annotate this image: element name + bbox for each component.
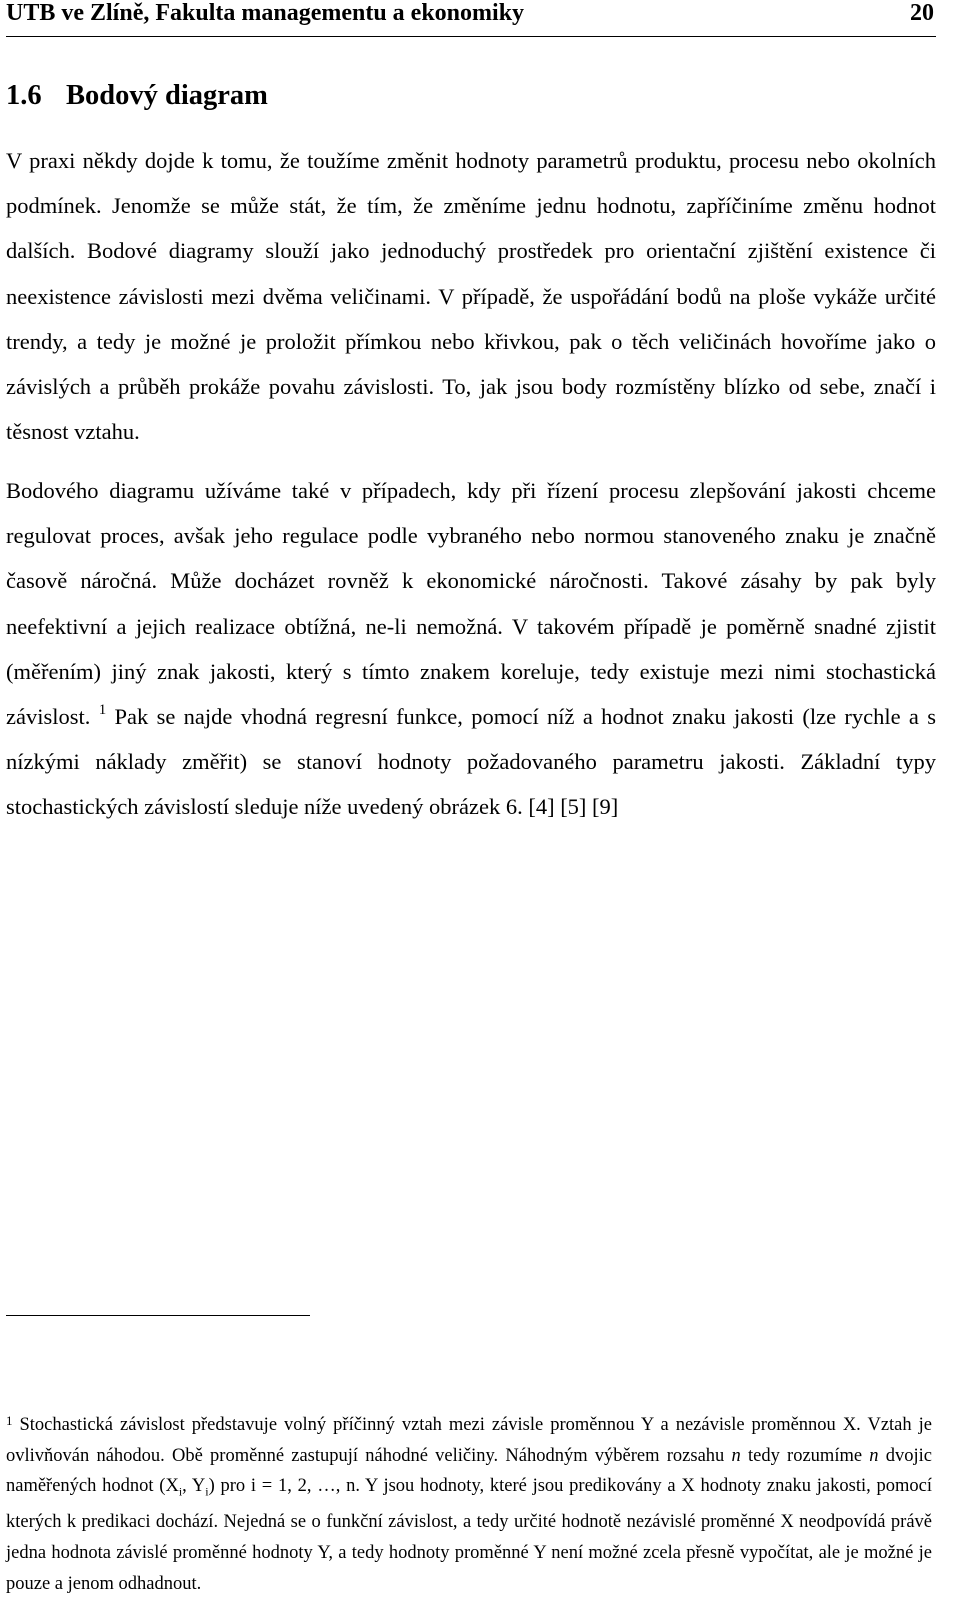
- footnote-text: ) pro i = 1, 2, …, n. Y jsou hodnoty, které jsou predikovány a X hodnoty znaku jakosti, pomocí kterých k predikaci dochází. Nejedná se o funkční závislost, a tedy určité hodnotě nezávislé proměnné X neodpovídá právě jedna hodnota závislé proměnné hodnoty Y, a tedy hodnoty proměnné Y není možné zcela přesně vypočítat, ale je možné je pouze a jenom odhadnout.: [6, 1476, 932, 1594]
- footnote-subscript: i: [178, 1484, 183, 1499]
- paragraph-text: Bodového diagramu užíváme také v případech, kdy při řízení procesu zlepšování jakosti chceme regulovat proces, avšak jeho regulace podle vybraného nebo normou stanoveného znaku je značně časově náročná. Může docházet rovněž k ekonomické náročnosti. Takové zásahy by pak byly neefektivní a jejich realizace obtížná, ne-li nemožná. V takovém případě je poměrně snadné zjistit (měřením) jiný znak jakosti, který s tímto znakem koreluje, tedy existuje mezi nimi stochastická závislost.: [6, 478, 936, 730]
- page-header: [6, 0, 936, 37]
- body-paragraph: [6, 468, 936, 830]
- footnote-reference[interactable]: 1: [98, 702, 107, 719]
- footnote: [6, 1410, 932, 1599]
- footnote-italic: n: [731, 1445, 741, 1466]
- header-title: UTB ve Zlíně, Fakulta managementu a ekonomiky: [6, 0, 525, 26]
- footnote-text: Stochastická závislost představuje volný příčinný vztah mezi závisle proměnnou Y a nezávisle proměnnou X. Vztah je ovlivňován náhodou. Obě proměnné zastupují náhodné veličiny. Náhodným výběrem rozsahu: [6, 1415, 932, 1466]
- section-title: Bodový diagram: [66, 80, 268, 111]
- section-heading: [6, 80, 268, 112]
- body-paragraph: V praxi někdy dojde k tomu, že toužíme změnit hodnoty parametrů produktu, procesu nebo okolních podmínek. Jenomže se může stát, že tím, že změníme jednu hodnotu, zapříčiníme změnu hodnot dalších. Bodové diagramy slouží jako jednoduchý prostředek pro orientační zjištění existence či neexistence závislosti mezi dvěma veličinami. V případě, že uspořádání bodů na ploše vykáže určité trendy, a tedy je možné je proložit přímkou nebo křivkou, pak o těch veličinách hovoříme jako o závislých a průběh prokáže povahu závislosti. To, jak jsou body rozmístěny blízko od sebe, značí i těsnost vztahu.: [6, 148, 936, 445]
- paragraph-text: Pak se najde vhodná regresní funkce, pomocí níž a hodnot znaku jakosti (lze rychle a s nízkými náklady změřit) se stanoví hodnoty požadovaného parametru jakosti. Základní typy stochastických závislostí sleduje níže uvedený obrázek 6. [4] [5] [9]: [6, 704, 937, 820]
- footnote-mark: 1: [6, 1413, 13, 1428]
- footnote-subscript: i: [205, 1484, 209, 1499]
- footnote-italic: n: [869, 1445, 879, 1466]
- footnote-text: dvojic naměřených hodnot (X: [6, 1445, 932, 1497]
- page-number: 20: [910, 0, 934, 26]
- footnote-separator: [6, 1315, 310, 1316]
- section-number: 1.6: [6, 80, 42, 111]
- footnote-text: tedy rozumíme: [740, 1445, 870, 1466]
- footnote-text: , Y: [182, 1476, 206, 1497]
